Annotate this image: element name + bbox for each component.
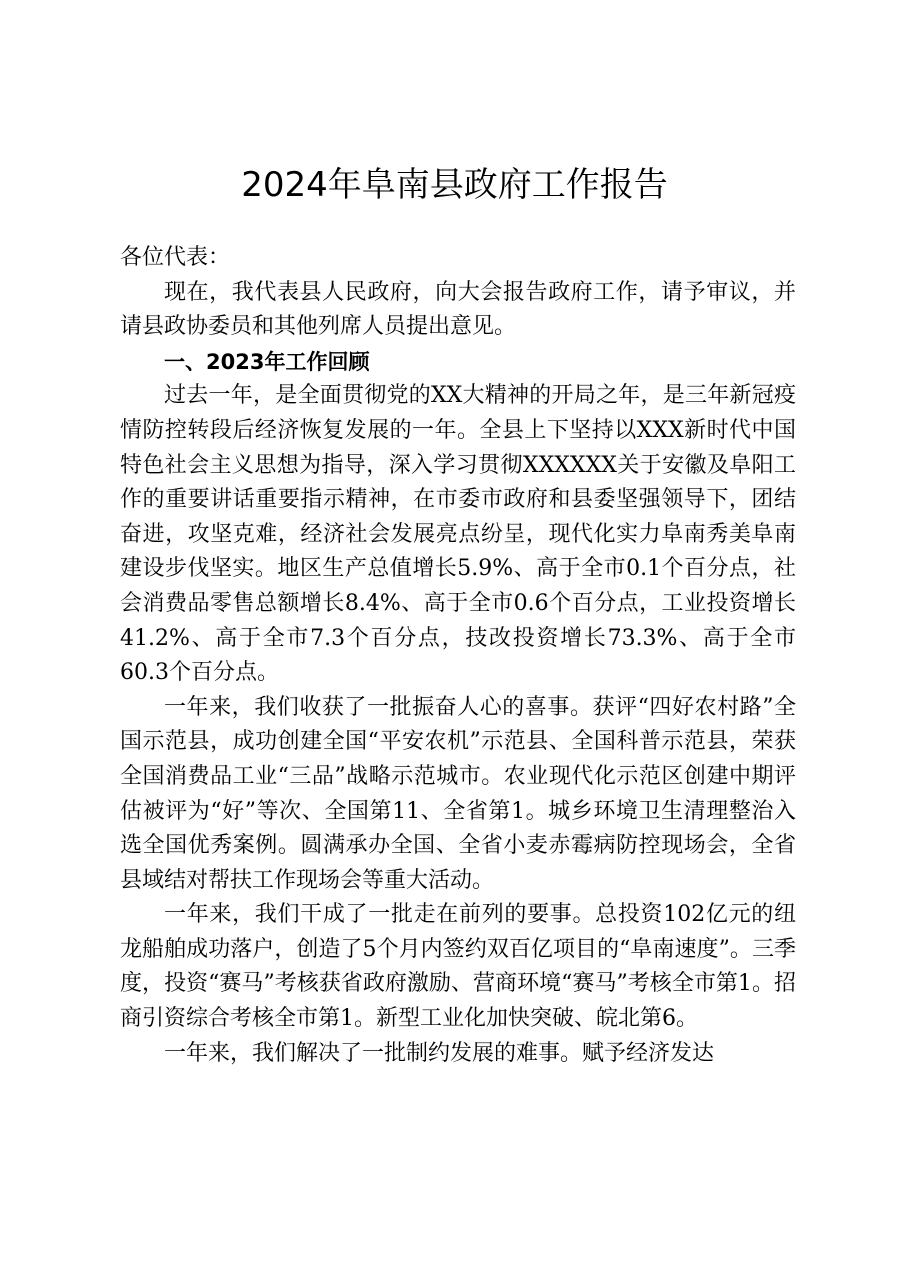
paragraph-difficulties: 一年来，我们解决了一批制约发展的难事。赋予经济发达 (164, 1040, 715, 1066)
paragraph-achievements: 一年来，我们收获了一批振奋人心的喜事。获评“四好农村路”全国示范县，成功创建全国“平安农机”示范县、全国科普示范县，荣获全国消费品工业“三品”战略示范城市。农业现代化示范区创建中期评估被评为“好”等次、全国第11、全省第1。城乡环境卫生清理整治入选全国优秀案例。圆满承办全国、全省小麦赤霉病防控现场会，全省县域结对帮扶工作现场会等重大活动。 (120, 694, 796, 893)
document-title: 2024年阜南县政府工作报告 (241, 165, 668, 205)
salutation: 各位代表： (120, 245, 231, 270)
intro-paragraph: 现在，我代表县人民政府，向大会报告政府工作，请予审议，并请县政协委员和其他列席人员提出意见。 (120, 279, 796, 340)
paragraph-key-projects: 一年来，我们干成了一批走在前列的要事。总投资102亿元的纽龙船舶成功落户，创造了5个月内签约双百亿项目的“阜南速度”。三季度，投资“赛马”考核获省政府激励、营商环境“赛马”考核全市第1。招商引资综合考核全市第1。新型工业化加快突破、皖北第6。 (120, 902, 796, 1032)
paragraph-overview: 过去一年，是全面贯彻党的XX大精神的开局之年，是三年新冠疫情防控转段后经济恢复发展的一年。全县上下坚持以XXX新时代中国特色社会主义思想为指导，深入学习贯彻XXXXXX关于安徽及阜阳工作的重要讲话重要指示精神，在市委市政府和县委坚强领导下，团结奋进，攻坚克难，经济社会发展亮点纷呈，现代化实力阜南秀美阜南建设步伐坚实。地区生产总值增长5.9%、高于全市0.1个百分点，社会消费品零售总额增长8.4%、高于全市0.6个百分点，工业投资增长41.2%、高于全市7.3个百分点，技改投资增长73.3%、高于全市60.3个百分点。 (120, 383, 796, 686)
section-heading: 一、2023年工作回顾 (164, 349, 370, 374)
document-body (120, 241, 796, 1071)
